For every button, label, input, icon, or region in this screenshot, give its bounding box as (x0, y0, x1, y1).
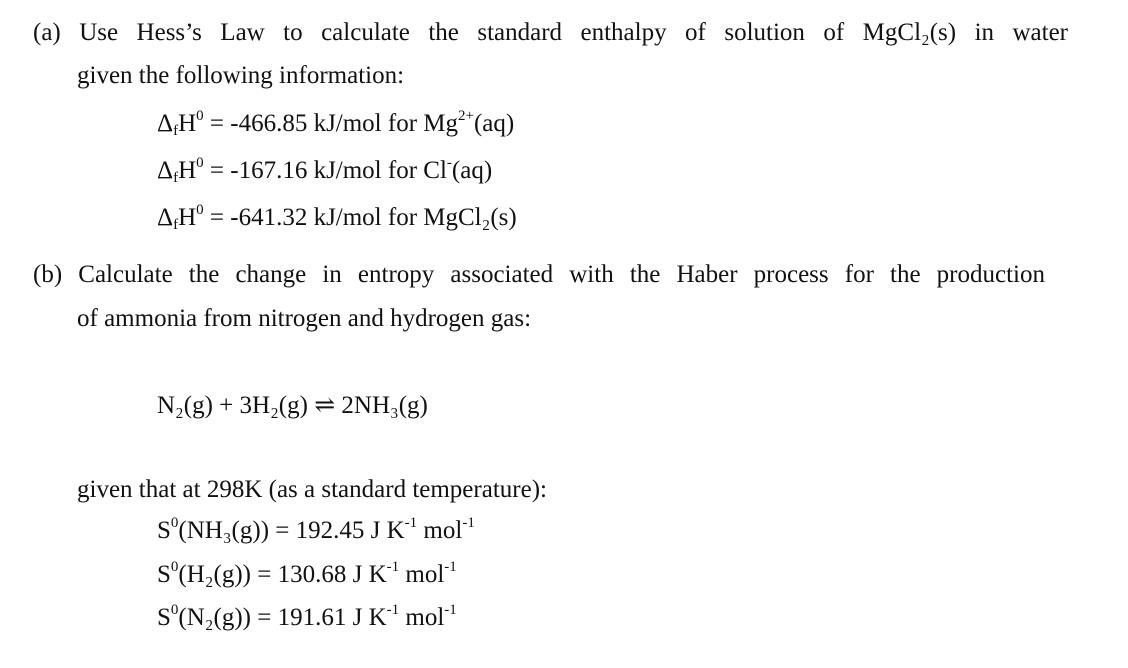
formation-subscript: f (173, 123, 179, 139)
ion-charge: - (446, 155, 452, 171)
mol-exponent: -1 (444, 559, 457, 575)
delta-symbol: Δ (157, 204, 174, 231)
entropy-value: = 130.68 J K (250, 561, 387, 588)
entropy-row-n2 (157, 602, 457, 634)
mol-unit: mol (399, 561, 445, 588)
mol-unit: mol (399, 604, 445, 631)
ion-charge: 2+ (458, 108, 474, 124)
entropy-row-nh3 (157, 515, 475, 547)
enthalpy-symbol: H (178, 157, 197, 184)
part-a-question-line-2: given the following information: (77, 62, 405, 89)
standard-state-superscript: 0 (170, 515, 179, 531)
entropy-value: = 192.45 J K (269, 517, 405, 544)
enthalpy-data-row-mgcl2 (157, 202, 517, 234)
enthalpy-symbol: H (178, 110, 197, 137)
enthalpy-data-row-cl (157, 155, 492, 187)
standard-state-superscript: 0 (196, 202, 204, 218)
entropy-value: = 191.61 J K (250, 604, 387, 631)
formation-subscript: f (173, 217, 179, 233)
species-label: (H₂(g)) (178, 561, 251, 588)
enthalpy-data-row-mg (157, 108, 514, 140)
standard-state-superscript: 0 (170, 602, 179, 618)
kelvin-exponent: -1 (386, 559, 400, 575)
entropy-symbol: S (157, 517, 171, 544)
mol-unit: mol (417, 517, 463, 544)
entropy-row-h2 (157, 559, 457, 591)
haber-equation: N₂(g) + 3H₂(g) ⇌ 2NH₃(g) (157, 392, 428, 419)
kelvin-exponent: -1 (404, 515, 418, 531)
formation-subscript: f (173, 170, 179, 186)
phase-label: (aq) (473, 110, 515, 137)
enthalpy-value: = -641.32 kJ/mol for MgCl₂(s) (203, 204, 517, 231)
phase-label: (aq) (451, 157, 493, 184)
species-label: (N₂(g)) (178, 604, 251, 631)
delta-symbol: Δ (157, 157, 174, 184)
given-conditions: given that at 298K (as a standard temperature): (77, 476, 547, 503)
kelvin-exponent: -1 (386, 602, 400, 618)
part-b-question-line-2: of ammonia from nitrogen and hydrogen gas: (77, 305, 532, 332)
standard-state-superscript: 0 (196, 155, 204, 171)
part-b-question-line-1: (b) Calculate the change in entropy associated with the Haber process for the production (33, 261, 1045, 288)
enthalpy-value: = -466.85 kJ/mol for Mg (203, 110, 459, 137)
species-label: (NH₃(g)) (178, 517, 270, 544)
delta-symbol: Δ (157, 110, 174, 137)
part-a-question-line-1: (a) Use Hess’s Law to calculate the standard enthalpy of solution of MgCl₂(s) in water (33, 19, 1068, 46)
standard-state-superscript: 0 (170, 559, 179, 575)
mol-exponent: -1 (444, 602, 457, 618)
mol-exponent: -1 (462, 515, 475, 531)
enthalpy-symbol: H (178, 204, 197, 231)
entropy-symbol: S (157, 561, 171, 588)
enthalpy-value: = -167.16 kJ/mol for Cl (203, 157, 447, 184)
entropy-symbol: S (157, 604, 171, 631)
standard-state-superscript: 0 (196, 108, 204, 124)
